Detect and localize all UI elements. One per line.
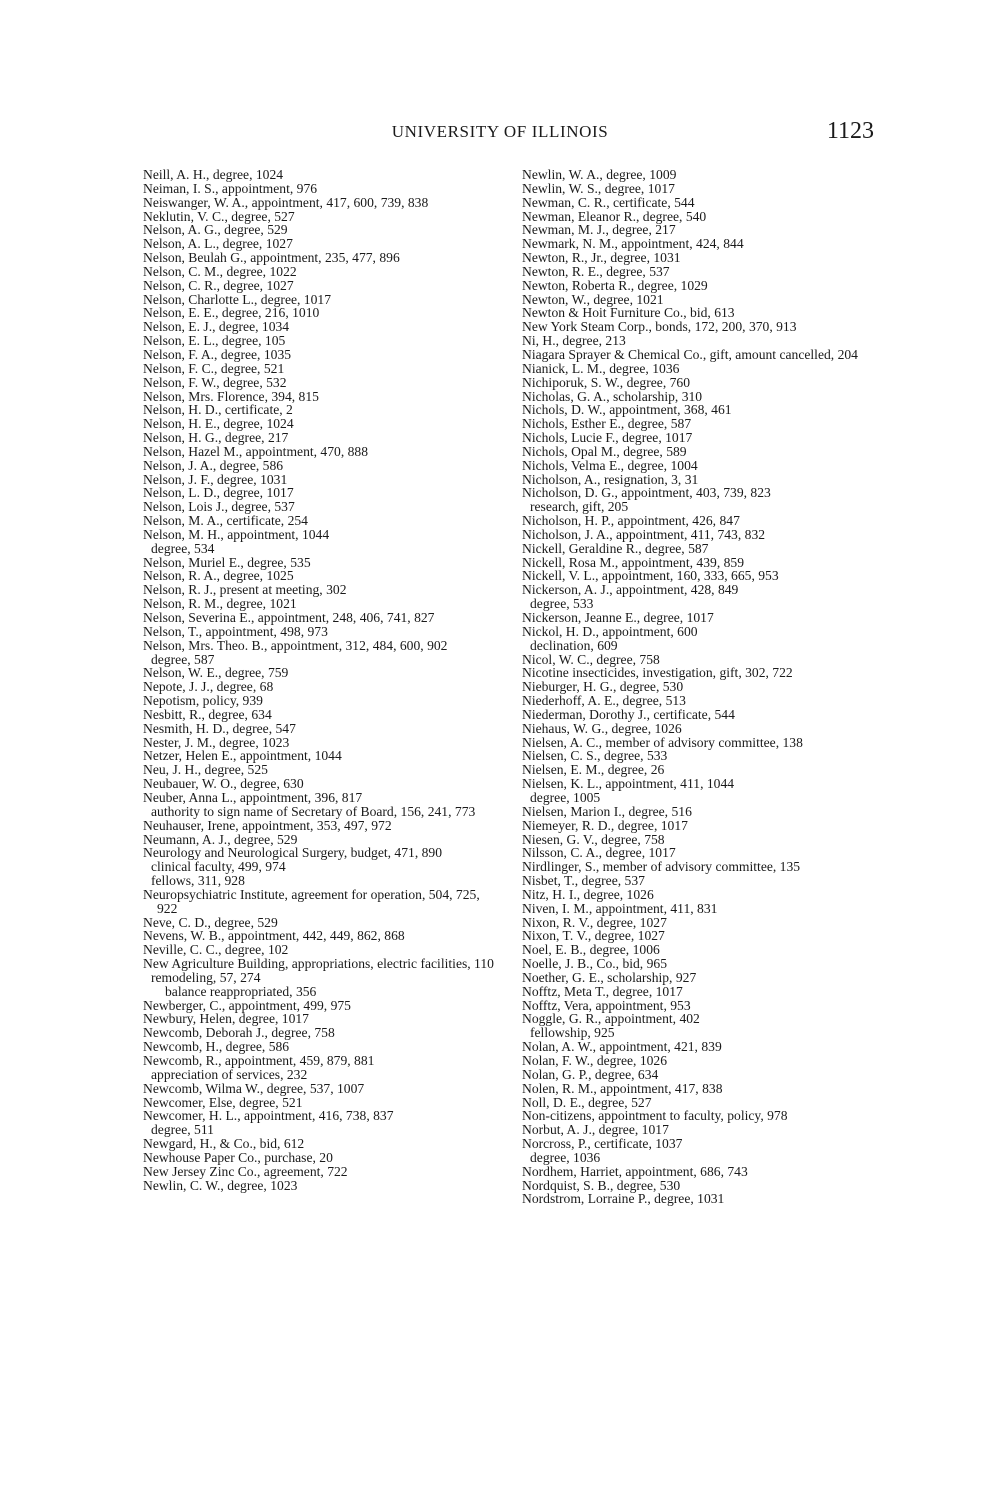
index-entry: Noggle, G. R., appointment, 402 bbox=[522, 1011, 700, 1027]
index-entry: Nelson, R. J., present at meeting, 302 bbox=[143, 582, 347, 598]
index-entry: Newcomb, R., appointment, 459, 879, 881 bbox=[143, 1053, 375, 1068]
index-entry: Nixon, R. V., degree, 1027 bbox=[522, 914, 667, 930]
index-entry: Neubauer, W. O., degree, 630 bbox=[143, 776, 304, 792]
index-entry: Noelle, J. B., Co., bid, 965 bbox=[522, 956, 667, 972]
index-column-left bbox=[143, 168, 503, 1192]
index-subentry: appreciation of services, 232 bbox=[151, 1066, 308, 1082]
index-entry: Nixon, T. V., degree, 1027 bbox=[522, 928, 665, 944]
index-entry: Nordhem, Harriet, appointment, 686, 743 bbox=[522, 1163, 748, 1179]
index-entry: Nepotism, policy, 939 bbox=[143, 693, 263, 709]
index-entry: Nelson, M. A., certificate, 254 bbox=[143, 513, 308, 529]
index-entry: Nelson, A. G., degree, 529 bbox=[143, 222, 288, 238]
index-entry: Newhouse Paper Co., purchase, 20 bbox=[143, 1149, 333, 1165]
index-entry: Nofftz, Vera, appointment, 953 bbox=[522, 997, 691, 1013]
index-entry: Nelson, F. C., degree, 521 bbox=[143, 360, 285, 376]
index-entry: Neuropsychiatric Institute, agreement for operation, 504, 725, 922 bbox=[143, 886, 480, 916]
index-entry: New York Steam Corp., bonds, 172, 200, 370, 913 bbox=[522, 319, 797, 335]
index-entry: New Agriculture Building, appropriations, electric facilities, 110 bbox=[143, 956, 494, 972]
index-entry: Newman, Eleanor R., degree, 540 bbox=[522, 208, 707, 224]
index-subentry: remodeling, 57, 274 bbox=[151, 969, 261, 985]
index-entry: Nelson, A. L., degree, 1027 bbox=[143, 236, 293, 252]
index-entry: Nieburger, H. G., degree, 530 bbox=[522, 679, 684, 695]
index-entry: Newton & Hoit Furniture Co., bid, 613 bbox=[522, 305, 735, 321]
index-entry: Newcomb, H., degree, 586 bbox=[143, 1039, 290, 1055]
index-entry: Newcomer, H. L., appointment, 416, 738, 837 bbox=[143, 1108, 394, 1124]
index-entry: Nielsen, C. S., degree, 533 bbox=[522, 748, 668, 764]
index-entry: Nepote, J. J., degree, 68 bbox=[143, 679, 274, 695]
index-entry: Nelson, J. F., degree, 1031 bbox=[143, 471, 288, 487]
index-entry: Nickell, V. L., appointment, 160, 333, 665, 953 bbox=[522, 568, 779, 584]
index-entry: Nelson, Mrs. Florence, 394, 815 bbox=[143, 388, 319, 404]
index-entry: Nicholson, J. A., appointment, 411, 743, 832 bbox=[522, 526, 766, 542]
index-entry: Nickol, H. D., appointment, 600 bbox=[522, 623, 698, 639]
index-entry: Nelson, F. W., degree, 532 bbox=[143, 374, 287, 390]
index-entry: Neiswanger, W. A., appointment, 417, 600, 739, 838 bbox=[143, 194, 429, 210]
index-entry: Nelson, C. M., degree, 1022 bbox=[143, 263, 297, 279]
index-entry: Ni, H., degree, 213 bbox=[522, 333, 626, 349]
index-entry: Nelson, R. M., degree, 1021 bbox=[143, 596, 297, 612]
index-subentry: balance reappropriated, 356 bbox=[165, 983, 317, 999]
index-entry: Neumann, A. J., degree, 529 bbox=[143, 831, 298, 847]
index-entry: Nielsen, A. C., member of advisory committee, 138 bbox=[522, 734, 803, 750]
index-entry: Nolan, G. P., degree, 634 bbox=[522, 1066, 659, 1082]
index-entry: Noel, E. B., degree, 1006 bbox=[522, 942, 660, 958]
index-entry: Nirdlinger, S., member of advisory committee, 135 bbox=[522, 859, 801, 875]
index-entry: Nelson, Beulah G., appointment, 235, 477, 896 bbox=[143, 250, 400, 266]
index-entry: Nelson, R. A., degree, 1025 bbox=[143, 568, 294, 584]
index-entry: Nevens, W. B., appointment, 442, 449, 862, 868 bbox=[143, 928, 405, 944]
index-entry: Niehaus, W. G., degree, 1026 bbox=[522, 720, 682, 736]
index-entry: Nofftz, Meta T., degree, 1017 bbox=[522, 983, 683, 999]
index-entry: Niagara Sprayer & Chemical Co., gift, amount cancelled, 204 bbox=[522, 346, 858, 362]
index-entry: Nelson, M. H., appointment, 1044 bbox=[143, 526, 330, 542]
index-entry: Newton, W., degree, 1021 bbox=[522, 291, 664, 307]
index-entry: Nicholas, G. A., scholarship, 310 bbox=[522, 388, 703, 404]
index-entry: Nickerson, A. J., appointment, 428, 849 bbox=[522, 582, 739, 598]
index-entry: Nelson, H. G., degree, 217 bbox=[143, 430, 289, 446]
running-title: UNIVERSITY OF ILLINOIS bbox=[391, 122, 609, 141]
index-entry: Newmark, N. M., appointment, 424, 844 bbox=[522, 236, 744, 252]
index-entry: Nelson, E. L., degree, 105 bbox=[143, 333, 286, 349]
index-entry: Neuhauser, Irene, appointment, 353, 497, 972 bbox=[143, 817, 392, 833]
index-entry: Nichols, Opal M., degree, 589 bbox=[522, 443, 687, 459]
index-subentry: degree, 534 bbox=[151, 540, 215, 556]
index-column-right bbox=[522, 168, 870, 1206]
index-entry: Nordquist, S. B., degree, 530 bbox=[522, 1177, 681, 1193]
index-entry: Niemeyer, R. D., degree, 1017 bbox=[522, 817, 688, 833]
index-entry: Neve, C. D., degree, 529 bbox=[143, 914, 278, 930]
index-entry: Newbury, Helen, degree, 1017 bbox=[143, 1011, 309, 1027]
index-entry: Newlin, C. W., degree, 1023 bbox=[143, 1177, 298, 1193]
index-entry: Noll, D. E., degree, 527 bbox=[522, 1094, 652, 1110]
index-entry: Nelson, Mrs. Theo. B., appointment, 312, 484, 600, 902 bbox=[143, 637, 448, 653]
index-entry: Nitz, H. I., degree, 1026 bbox=[522, 886, 654, 902]
index-entry: Nichiporuk, S. W., degree, 760 bbox=[522, 374, 691, 390]
index-subentry: degree, 533 bbox=[530, 596, 594, 612]
index-entry: Nelson, Hazel M., appointment, 470, 888 bbox=[143, 443, 369, 459]
index-entry: Nesmith, H. D., degree, 547 bbox=[143, 720, 296, 736]
index-entry: Nicol, W. C., degree, 758 bbox=[522, 651, 660, 667]
index-entry: Nolan, A. W., appointment, 421, 839 bbox=[522, 1039, 722, 1055]
index-entry: Niederman, Dorothy J., certificate, 544 bbox=[522, 706, 735, 722]
index-entry: Nelson, J. A., degree, 586 bbox=[143, 457, 284, 473]
index-entry: Newman, M. J., degree, 217 bbox=[522, 222, 676, 238]
index-entry: Neiman, I. S., appointment, 976 bbox=[143, 180, 318, 196]
index-entry: Nielsen, Marion I., degree, 516 bbox=[522, 803, 692, 819]
index-subentry: clinical faculty, 499, 974 bbox=[151, 859, 286, 875]
index-entry: Newcomb, Deborah J., degree, 758 bbox=[143, 1025, 335, 1041]
index-entry: Nelson, Charlotte L., degree, 1017 bbox=[143, 291, 331, 307]
index-entry: Nelson, Muriel E., degree, 535 bbox=[143, 554, 311, 570]
index-entry: Newman, C. R., certificate, 544 bbox=[522, 194, 695, 210]
index-subentry: fellows, 311, 928 bbox=[151, 873, 245, 889]
index-entry: Newlin, W. A., degree, 1009 bbox=[522, 167, 677, 182]
index-entry: Nielsen, K. L., appointment, 411, 1044 bbox=[522, 776, 735, 792]
index-entry: Neville, C. C., degree, 102 bbox=[143, 942, 289, 958]
index-entry: Norbut, A. J., degree, 1017 bbox=[522, 1122, 669, 1138]
index-entry: Nichols, Esther E., degree, 587 bbox=[522, 416, 692, 432]
index-entry: Nelson, E. E., degree, 216, 1010 bbox=[143, 305, 320, 321]
index-entry: New Jersey Zinc Co., agreement, 722 bbox=[143, 1163, 348, 1179]
index-entry: Neill, A. H., degree, 1024 bbox=[143, 167, 284, 182]
index-entry: Neurology and Neurological Surgery, budget, 471, 890 bbox=[143, 845, 443, 861]
index-entry: Nicotine insecticides, investigation, gift, 302, 722 bbox=[522, 665, 793, 681]
index-entry: Nielsen, E. M., degree, 26 bbox=[522, 762, 665, 778]
index-entry: Nickell, Rosa M., appointment, 439, 859 bbox=[522, 554, 745, 570]
index-entry: Niederhoff, A. E., degree, 513 bbox=[522, 693, 686, 709]
index-entry: Newcomb, Wilma W., degree, 537, 1007 bbox=[143, 1080, 365, 1096]
index-entry: Newton, R. E., degree, 537 bbox=[522, 263, 670, 279]
index-entry: Noether, G. E., scholarship, 927 bbox=[522, 969, 697, 985]
index-entry: Newton, Roberta R., degree, 1029 bbox=[522, 277, 708, 293]
index-entry: Netzer, Helen E., appointment, 1044 bbox=[143, 748, 342, 764]
index-entry: Newgard, H., & Co., bid, 612 bbox=[143, 1136, 305, 1152]
index-entry: Nester, J. M., degree, 1023 bbox=[143, 734, 290, 750]
index-entry: Nelson, Lois J., degree, 537 bbox=[143, 499, 295, 515]
index-entry: Nolen, R. M., appointment, 417, 838 bbox=[522, 1080, 723, 1096]
index-subentry: research, gift, 205 bbox=[530, 499, 629, 515]
index-subentry: declination, 609 bbox=[530, 637, 618, 653]
index-entry: Nelson, W. E., degree, 759 bbox=[143, 665, 289, 681]
index-entry: Non-citizens, appointment to faculty, policy, 978 bbox=[522, 1108, 788, 1124]
index-subentry: fellowship, 925 bbox=[530, 1025, 615, 1041]
index-entry: Neklutin, V. C., degree, 527 bbox=[143, 208, 295, 224]
index-entry: Nordstrom, Lorraine P., degree, 1031 bbox=[522, 1191, 725, 1207]
index-entry: Newlin, W. S., degree, 1017 bbox=[522, 180, 675, 196]
index-entry: Nesbitt, R., degree, 634 bbox=[143, 706, 272, 722]
index-entry: Nilsson, C. A., degree, 1017 bbox=[522, 845, 676, 861]
page-number: 1123 bbox=[826, 118, 874, 144]
index-entry: Neuber, Anna L., appointment, 396, 817 bbox=[143, 789, 363, 805]
index-entry: Niesen, G. V., degree, 758 bbox=[522, 831, 665, 847]
index-entry: Nichols, Velma E., degree, 1004 bbox=[522, 457, 698, 473]
index-subentry: degree, 587 bbox=[151, 651, 215, 667]
index-entry: Nelson, H. E., degree, 1024 bbox=[143, 416, 294, 432]
index-entry: Nelson, Severina E., appointment, 248, 406, 741, 827 bbox=[143, 610, 435, 625]
index-entry: Niven, I. M., appointment, 411, 831 bbox=[522, 900, 718, 916]
index-entry: Nelson, T., appointment, 498, 973 bbox=[143, 623, 328, 639]
index-entry: Neu, J. H., degree, 525 bbox=[143, 762, 268, 778]
index-entry: Nickell, Geraldine R., degree, 587 bbox=[522, 540, 709, 556]
index-entry: Nolan, F. W., degree, 1026 bbox=[522, 1053, 668, 1068]
index-entry: Newcomer, Else, degree, 521 bbox=[143, 1094, 303, 1110]
index-entry: Nicholson, H. P., appointment, 426, 847 bbox=[522, 513, 740, 529]
page-header bbox=[0, 118, 1000, 150]
index-entry: Nisbet, T., degree, 537 bbox=[522, 873, 645, 889]
index-entry: Nelson, F. A., degree, 1035 bbox=[143, 346, 292, 362]
index-entry: Nickerson, Jeanne E., degree, 1017 bbox=[522, 610, 714, 625]
index-entry: Norcross, P., certificate, 1037 bbox=[522, 1136, 683, 1152]
index-subentry: degree, 1036 bbox=[530, 1149, 601, 1165]
index-subentry: degree, 511 bbox=[151, 1122, 214, 1138]
index-entry: Nelson, H. D., certificate, 2 bbox=[143, 402, 293, 418]
index-entry: Nichols, Lucie F., degree, 1017 bbox=[522, 430, 693, 446]
index-entry: Nianick, L. M., degree, 1036 bbox=[522, 360, 680, 376]
index-entry: Nelson, L. D., degree, 1017 bbox=[143, 485, 294, 501]
index-entry: Nichols, D. W., appointment, 368, 461 bbox=[522, 402, 732, 418]
index-subentry: authority to sign name of Secretary of Board, 156, 241, 773 bbox=[151, 803, 476, 819]
index-entry: Nelson, C. R., degree, 1027 bbox=[143, 277, 294, 293]
index-subentry: degree, 1005 bbox=[530, 789, 601, 805]
index-entry: Nelson, E. J., degree, 1034 bbox=[143, 319, 290, 335]
index-entry: Newton, R., Jr., degree, 1031 bbox=[522, 250, 681, 266]
index-entry: Nicholson, D. G., appointment, 403, 739, 823 bbox=[522, 485, 771, 501]
index-entry: Nicholson, A., resignation, 3, 31 bbox=[522, 471, 699, 487]
index-entry: Newberger, C., appointment, 499, 975 bbox=[143, 997, 351, 1013]
